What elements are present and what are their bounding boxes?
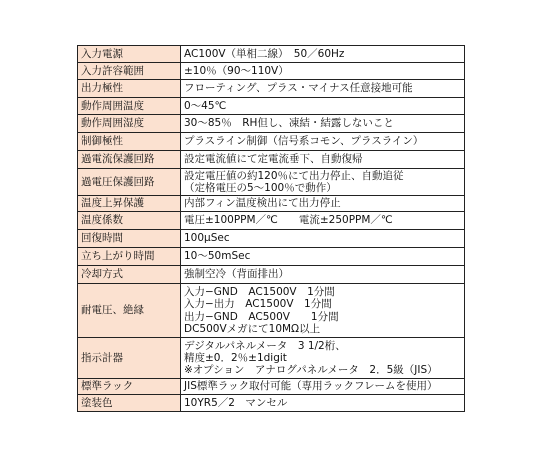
spec-value: AC100V（単相二線） 50／60Hz [181,46,465,63]
spec-row-paint-color [78,395,465,412]
spec-label: 出力極性 [78,80,181,98]
spec-row-standard-rack [78,379,465,395]
spec-label: 指示計器 [78,338,181,379]
spec-row-temperature-protection [78,196,465,212]
spec-value: 10〜50mSec [181,248,465,266]
spec-label: 温度係数 [78,212,181,230]
spec-label: 過電流保護回路 [78,151,181,169]
spec-row-recovery-time [78,230,465,248]
spec-value: デジタルパネルメータ 3 1/2桁、 精度±0．2％±1digit ※オプション アナログパネルメータ 2．5級（JIS） [181,338,465,379]
spec-value: 10YR5／2 マンセル [181,395,465,412]
spec-row-cooling-method [78,266,465,284]
spec-value: 設定電流値にて定電流垂下、自動復帰 [181,151,465,169]
spec-label: 動作周囲温度 [78,98,181,115]
spec-value: 100μSec [181,230,465,248]
spec-row-output-polarity [78,80,465,98]
spec-row-operating-temperature [78,98,465,115]
spec-value: ±10％（90〜110V） [181,63,465,80]
spec-label: 耐電圧、絶縁 [78,284,181,338]
spec-row-control-polarity [78,133,465,151]
spec-value: 0〜45℃ [181,98,465,115]
spec-label: 動作周囲湿度 [78,115,181,133]
spec-row-input-power [78,46,465,63]
spec-value: 強制空冷（背面排出） [181,266,465,284]
spec-row-temperature-coefficient [78,212,465,230]
spec-row-input-range [78,63,465,80]
spec-value: 入力−GND AC1500V 1分間 入力−出力 AC1500V 1分間 出力−GND AC500V 1分間 DC500Vメガにて10MΩ以上 [181,284,465,338]
spec-label: 温度上昇保護 [78,196,181,212]
spec-row-overvoltage-protection [78,169,465,196]
spec-table [77,45,465,412]
spec-value: フローティング、プラス・マイナス任意接地可能 [181,80,465,98]
spec-row-operating-humidity [78,115,465,133]
spec-label: 入力許容範囲 [78,63,181,80]
spec-label: 入力電源 [78,46,181,63]
spec-row-indicator-meter [78,338,465,379]
spec-row-rise-time [78,248,465,266]
spec-label: 立ち上がり時間 [78,248,181,266]
spec-label: 標準ラック [78,379,181,395]
spec-row-overcurrent-protection [78,151,465,169]
spec-label: 制御極性 [78,133,181,151]
spec-label: 塗装色 [78,395,181,412]
spec-label: 冷却方式 [78,266,181,284]
spec-value: 内部フィン温度検出にて出力停止 [181,196,465,212]
spec-value: プラスライン制御（信号系コモン、プラスライン） [181,133,465,151]
spec-value: JIS標準ラック取付可能（専用ラックフレームを使用） [181,379,465,395]
spec-value: 電圧±100PPM／℃ 電流±250PPM／℃ [181,212,465,230]
spec-label: 過電圧保護回路 [78,169,181,196]
spec-value: 30〜85％ RH但し、凍結・結露しないこと [181,115,465,133]
spec-value: 設定電圧値の約120％にて出力停止、自動追従 （定格電圧の5〜100％で動作） [181,169,465,196]
spec-row-withstand-voltage [78,284,465,338]
spec-label: 回復時間 [78,230,181,248]
